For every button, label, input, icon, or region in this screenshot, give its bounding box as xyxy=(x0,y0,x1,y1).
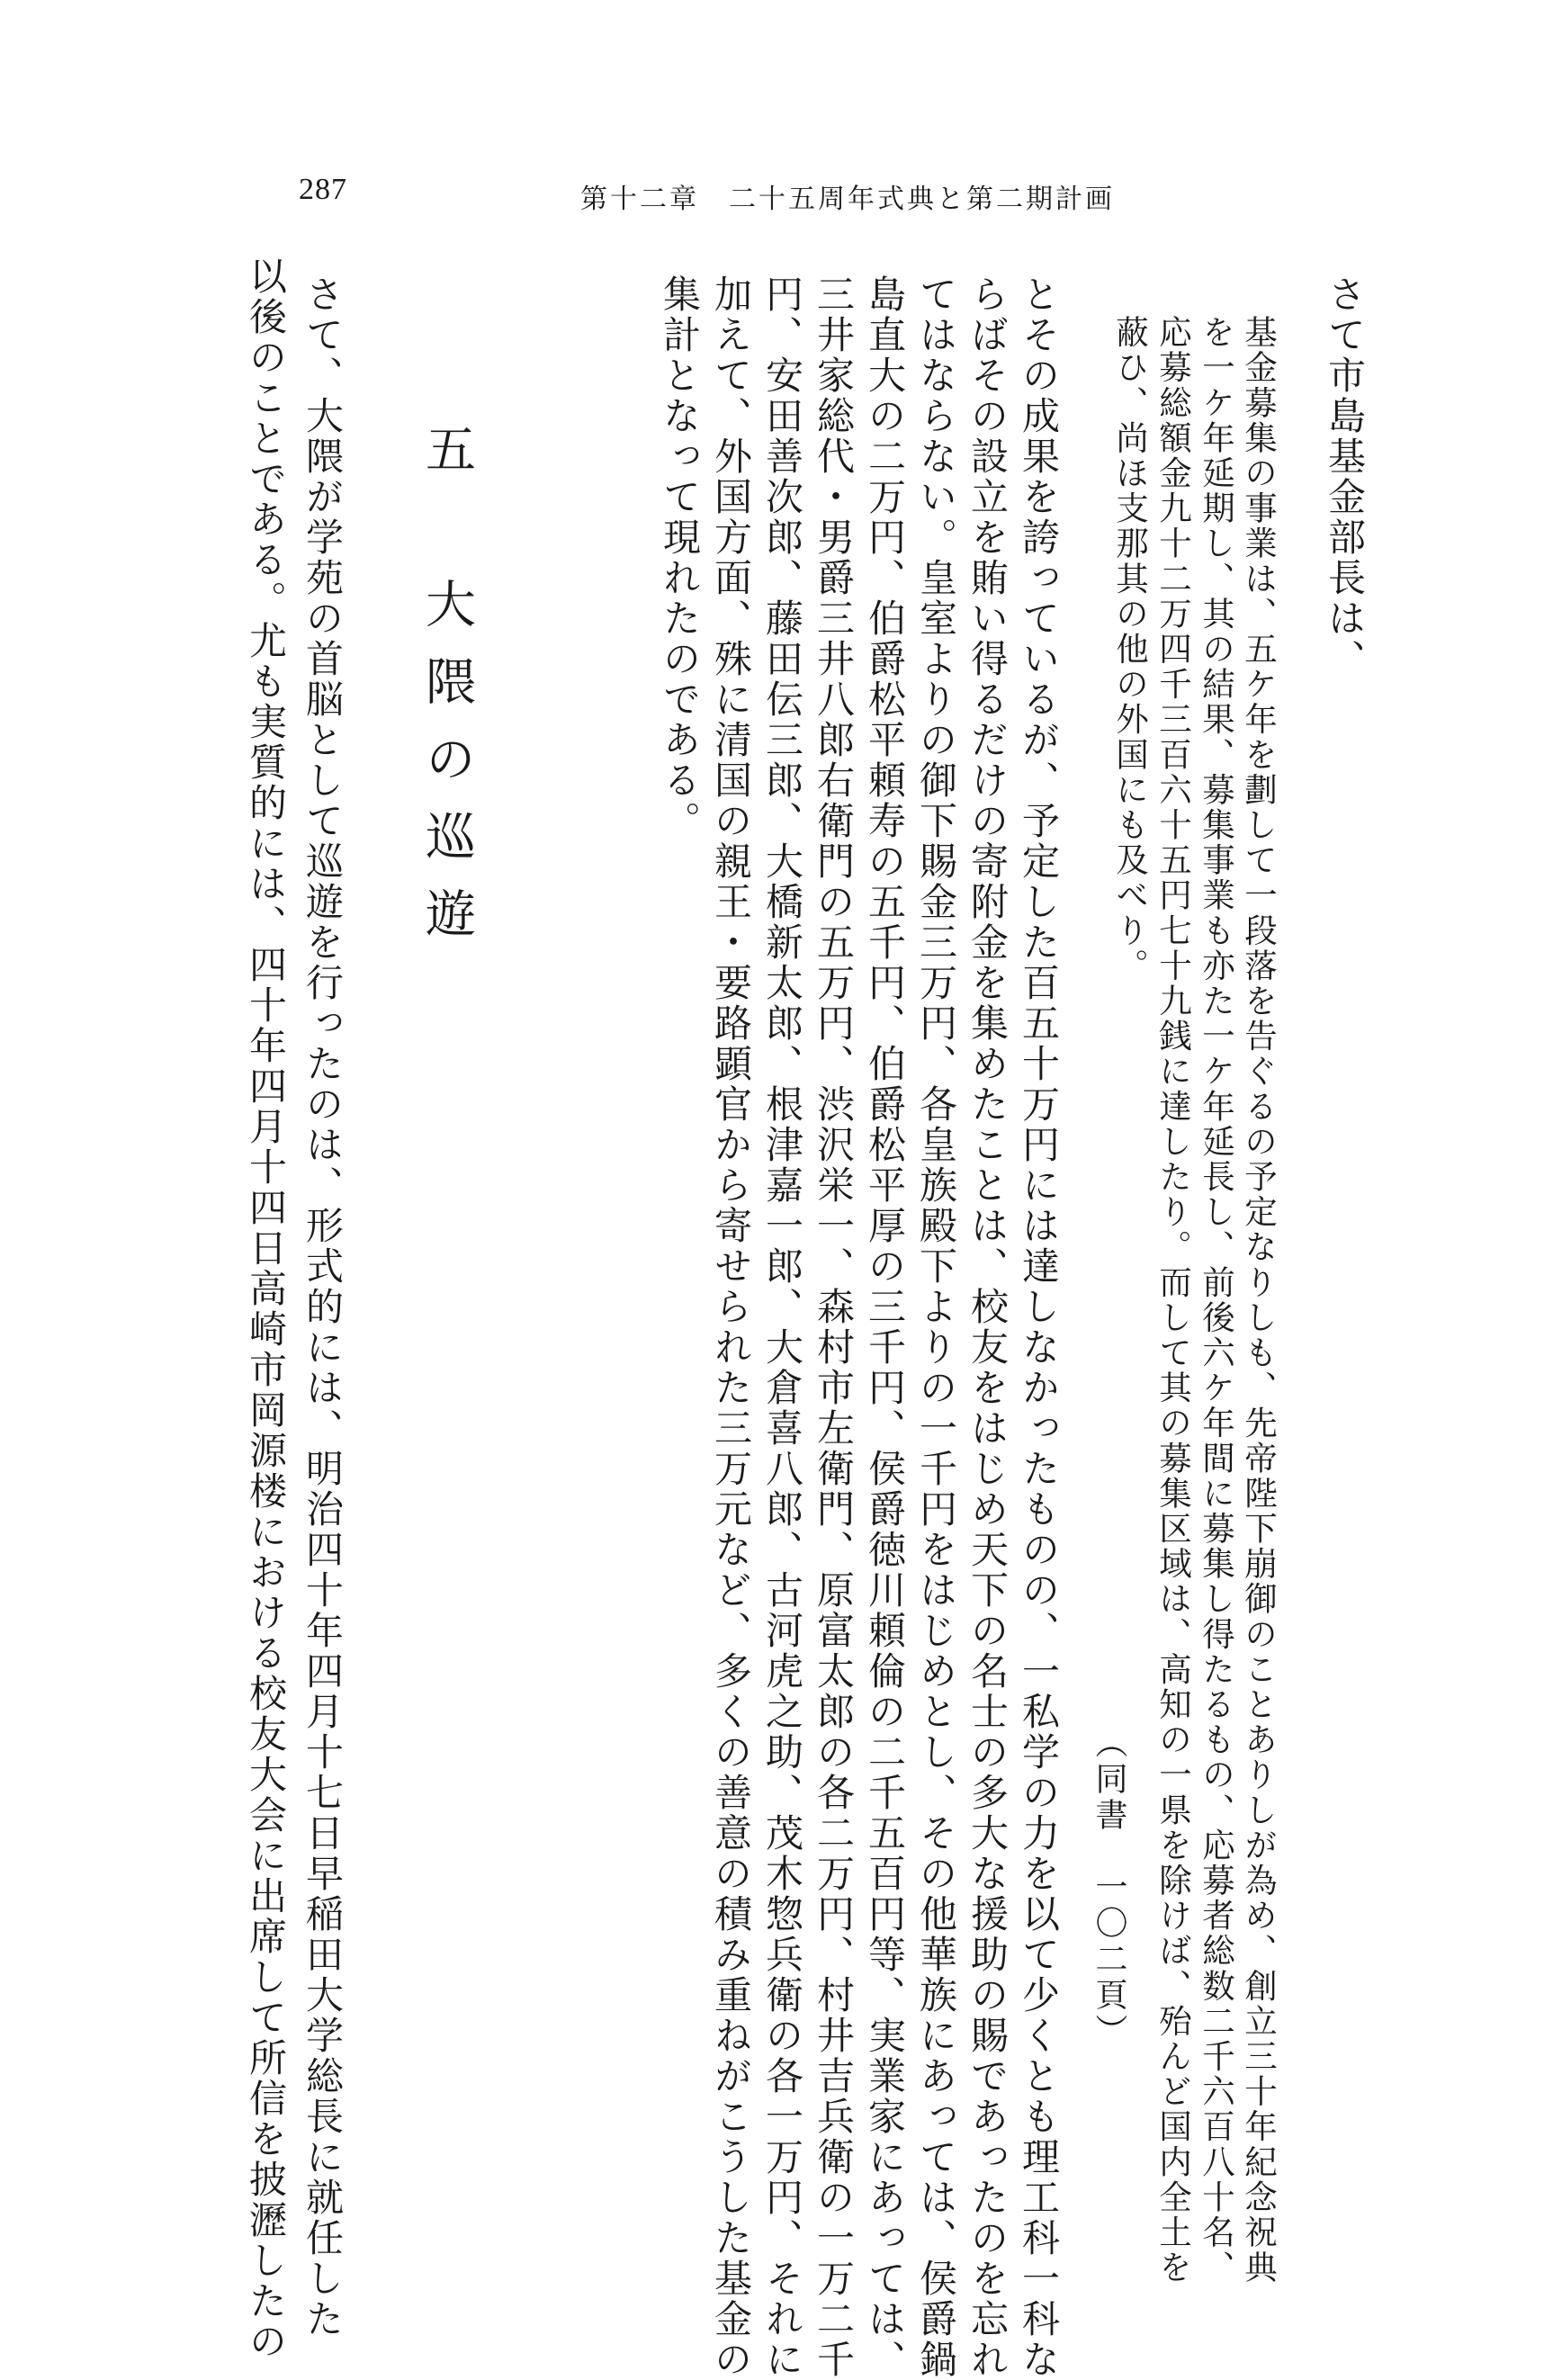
section-line: さて、大隈が学苑の首脳として巡遊を行ったのは、形式的には、明治四十年四月十七日早稲田大学総長に就任した xyxy=(301,274,345,2340)
body-line: らばその設立を賄い得るだけの寄附金を集めたことは、校友をはじめ天下の名士の多大な援助の賜であったのを忘れ xyxy=(965,274,1010,2380)
section-line: 以後のことである。尤も実質的には、四十年四月十四日高崎市岡源楼における校友大会に出席して所信を披瀝したの xyxy=(244,256,288,2362)
quote-line: 応募総額金九十二万四千三百六十五円七十九銭に達したり。而して其の募集区域は、高知の一県を除けば、殆んど国内全土を xyxy=(1154,315,1193,2286)
intro-line: さて市島基金部長は、 xyxy=(1323,274,1367,679)
quote-citation: （同書 一〇二頁） xyxy=(1091,1726,1127,2050)
body-line: とその成果を誇っているが、予定した百五十万円には達しなかったものの、一私学の力を以て少くとも理工科一科な xyxy=(1017,274,1061,2380)
page-number: 287 xyxy=(299,173,347,206)
quote-line: 基金募集の事業は、五ケ年を劃して一段落を告ぐるの予定なりしも、先帝陛下崩御のことありしが為め、創立三十年紀念祝典 xyxy=(1239,315,1279,2286)
section-heading: 五 大隈の巡遊 xyxy=(417,423,476,965)
body-line: 円、安田善次郎、藤田伝三郎、大橋新太郎、根津嘉一郎、大倉喜八郎、古河虎之助、茂木惣兵衛の各一万円、それに xyxy=(760,274,804,2380)
body-line: 集計となって現れたのである。 xyxy=(658,274,702,841)
running-head: 第十二章 二十五周年式典と第二期計画 xyxy=(580,184,1115,215)
quote-line: 蔽ひ、尚ほ支那其の他の外国にも及べり。 xyxy=(1110,315,1150,983)
body-line: 三井家総代・男爵三井八郎右衛門の五万円、渋沢栄一、森村市左衛門、原富太郎の各二万円、村井吉兵衛の一万二千 xyxy=(812,274,856,2380)
quote-line: を一ケ年延期し、其の結果、募集事業も亦た一ケ年延長し、前後六ケ年間に募集し得たるもの、応募者総数二千六百八十名、 xyxy=(1197,315,1236,2286)
body-line: てはならない。皇室よりの御下賜金三万円、各皇族殿下よりの一千円をはじめとし、その他華族にあっては、侯爵鍋 xyxy=(914,274,958,2380)
body-line: 加えて、外国方面、殊に清国の親王・要路顕官から寄せられた三万元など、多くの善意の積み重ねがこうした基金の xyxy=(709,274,753,2380)
body-line: 島直大の二万円、伯爵松平頼寿の五千円、伯爵松平厚の三千円、侯爵徳川頼倫の二千五百円等、実業家にあっては、 xyxy=(863,274,907,2380)
